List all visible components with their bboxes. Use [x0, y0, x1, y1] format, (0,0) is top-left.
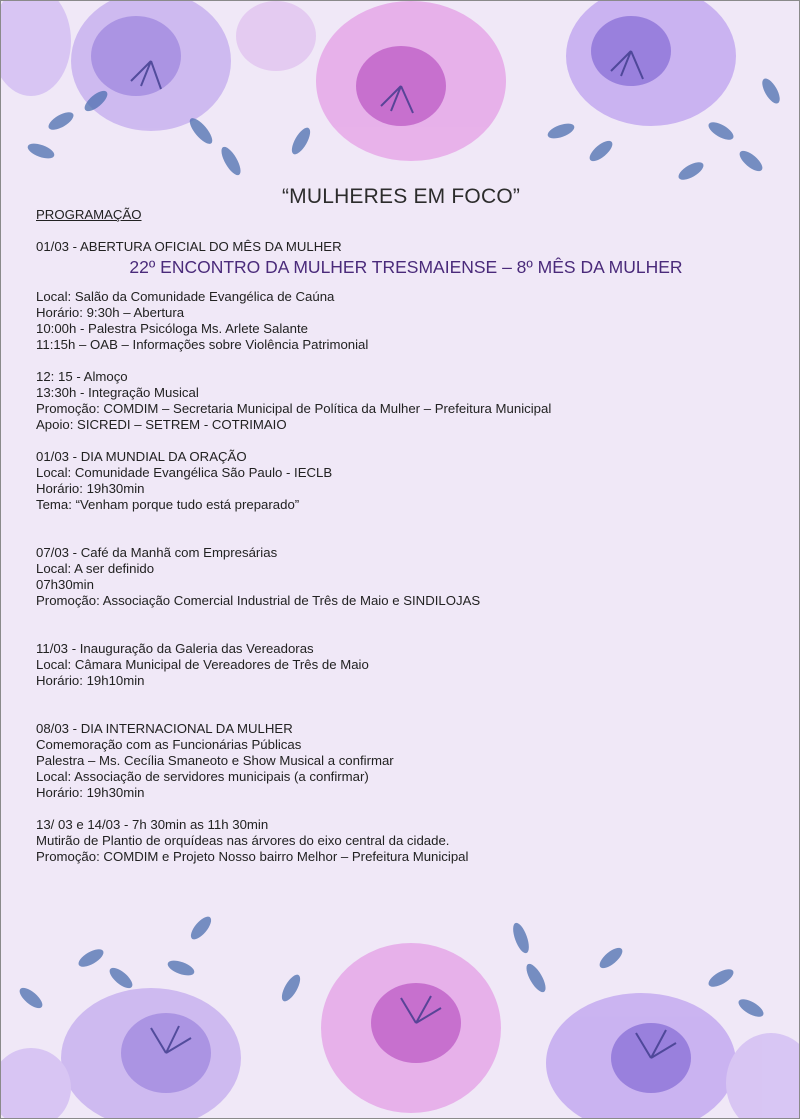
event-title: 22º ENCONTRO DA MULHER TRESMAIENSE – 8º MÊS DA MULHER [129, 257, 683, 277]
info-line [36, 561, 776, 577]
event-date: 07/03 [36, 545, 70, 560]
event-name: - Inauguração da Galeria das Vereadoras [68, 641, 314, 656]
info-line: Horário: 9:30h – Abertura [36, 305, 185, 320]
info-line: 07h30min [36, 577, 94, 592]
event-name: - Café da Manhã com Empresárias [69, 545, 278, 560]
info-line: Promoção: COMDIM – Secretaria Municipal de Política da Mulher – Prefeitura Municipal [36, 401, 552, 416]
local-value: A ser definido [71, 561, 155, 576]
event-date: 11/03 [36, 641, 69, 656]
info-line: Apoio: SICREDI – SETREM - COTRIMAIO [36, 417, 287, 432]
info-line [36, 641, 776, 657]
block-international-day [36, 721, 776, 801]
block-afternoon [36, 369, 776, 433]
info-line: Mutirão de Plantio de orquídeas nas árvores do eixo central da cidade. [36, 833, 450, 848]
info-line: Local: Comunidade Evangélica São Paulo - IECLB [36, 465, 333, 480]
block-prayer-day [36, 449, 776, 513]
block-main-event [36, 289, 776, 353]
lunch-text: - Almoço [72, 369, 128, 384]
block-breakfast [36, 545, 776, 609]
info-line: 11:15h – OAB – Informações sobre Violência Patrimonial [36, 337, 369, 352]
page-title: “MULHERES EM FOCO” [281, 185, 521, 208]
info-line: Local: Câmara Municipal de Vereadores de Três de Maio [36, 657, 369, 672]
info-line [36, 385, 776, 401]
lunch-time: 12: 15 [36, 369, 73, 384]
info-line: Tema: “Venham porque tudo está preparado” [36, 497, 300, 512]
info-line: Horário: 19h30min [36, 785, 145, 800]
info-line: Local: Associação de servidores municipais (a confirmar) [36, 769, 369, 784]
info-line: Palestra – Ms. Cecília Smaneoto e Show Musical a confirmar [36, 753, 394, 768]
info-line: 01/03 - DIA MUNDIAL DA ORAÇÃO [36, 449, 247, 464]
info-line: Promoção: Associação Comercial Industrial de Três de Maio e SINDILOJAS [36, 593, 481, 608]
info-line: Horário: 19h10min [36, 673, 145, 688]
program-heading: PROGRAMAÇÃO [36, 207, 142, 222]
floral-bottom-decoration [1, 898, 800, 1118]
music-time: 13:30h [36, 385, 77, 400]
block-gallery [36, 641, 776, 689]
music-text: - Integração Musical [76, 385, 199, 400]
info-line [36, 369, 776, 385]
info-line: Comemoração com as Funcionárias Públicas [36, 737, 302, 752]
local-label: Local: [36, 561, 72, 576]
block-heading: 08/03 - DIA INTERNACIONAL DA MULHER [36, 721, 293, 736]
info-line [36, 545, 776, 561]
info-line: 10:00h - Palestra Psicóloga Ms. Arlete Salante [36, 321, 308, 336]
program-content [36, 207, 776, 865]
info-line: Local: Salão da Comunidade Evangélica de Caúna [36, 289, 335, 304]
info-line: Horário: 19h30min [36, 481, 145, 496]
floral-top-decoration [1, 1, 800, 216]
block-heading: 13/ 03 e 14/03 - 7h 30min as 11h 30min [36, 817, 269, 832]
info-line: Promoção: COMDIM e Projeto Nosso bairro Melhor – Prefeitura Municipal [36, 849, 469, 864]
block-orchid-planting [36, 817, 776, 865]
opening-line: 01/03 - ABERTURA OFICIAL DO MÊS DA MULHER [36, 239, 342, 254]
